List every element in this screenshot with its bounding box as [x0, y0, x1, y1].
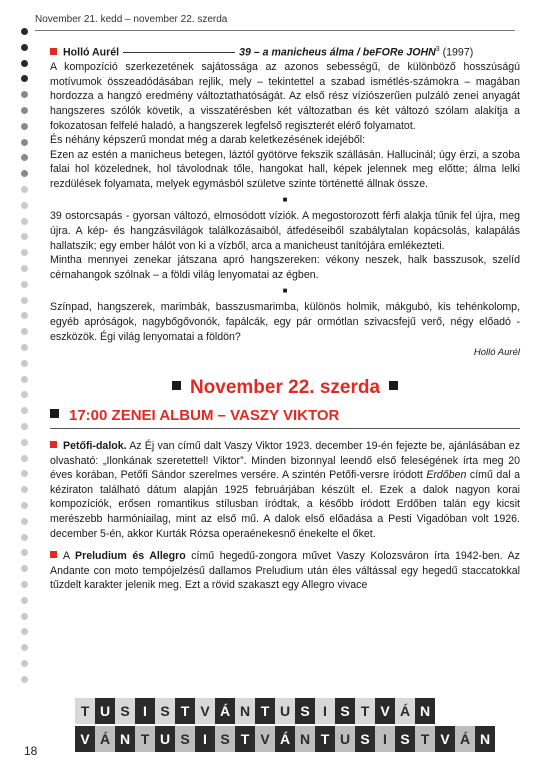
- decorative-dot: [21, 123, 28, 130]
- decorative-dot: [21, 644, 28, 651]
- decorative-dot: [21, 470, 28, 477]
- footer-letter-cell: Á: [395, 698, 415, 724]
- paragraph: És néhány képszerű mondat még a darab keletkezésének idejéből:: [50, 134, 366, 147]
- footer-letter-cell: S: [115, 698, 135, 724]
- text-run: című hegedű-zongora művet Vaszy Kolozsváron írta 1942-ben. Az Andante con moto tempójelzésű dallamos Preludium után éles váltással egy hegedű staccatokkal tűzdelt karakter jelenik meg. Ezt a rövid szakaszt egy Allegro vivace: [50, 550, 520, 592]
- decorative-dot: [21, 44, 28, 51]
- bullet-square-icon: [50, 441, 57, 448]
- footer-letter-cell: Á: [455, 726, 475, 752]
- decorative-dot: [21, 91, 28, 98]
- decorative-dot: [21, 376, 28, 383]
- paragraph: [50, 549, 520, 593]
- decorative-dot: [21, 139, 28, 146]
- black-square-icon: [50, 409, 59, 418]
- footer-letter-cell: S: [335, 698, 355, 724]
- decorative-dot: [21, 502, 28, 509]
- footer-row-2: [75, 726, 515, 752]
- paragraph: 39 ostorcsapás - gyorsan változó, elmosódott víziók. A megostorozott férfi alakja tűnik fel újra, meg újra. A kép- és hangzásvilágok találkozásaiból, átfedéseiből szabálytalan kopácsolás, kalapálás hallatszik; egy ember hálót von ki a vízből, arca a manicheust tanítójára emlékezteti.: [50, 210, 520, 252]
- paragraph: Ezen az estén a manicheus betegen, láztól gyötörve fekszik szállásán. Hallucinál; úgy érzi, a szoba falai hol közelednek, hol távolodnak tőle, hangokat hall, képek jelennek meg előtte; álma lelki rezdülések folyamata, melyek egymásból születve szinte történetté állnak össze.: [50, 148, 520, 190]
- work-year: (1997): [442, 46, 474, 59]
- running-header: November 21. kedd – november 22. szerda: [35, 14, 228, 25]
- decorative-dot-column: [20, 28, 30, 688]
- decorative-dot: [21, 265, 28, 272]
- footer-letter-cell: I: [375, 726, 395, 752]
- separator-square: ■: [282, 286, 288, 296]
- paragraph: Mintha mennyei zenekar játszana apró hangszereken: vékony neszek, halk basszusok, szelíd cérnahangok szólnak – a földi világ lenyomatai az égben.: [50, 254, 520, 281]
- text-run: Az Éj van című dalt Vaszy Viktor 1923. december 19-én fejezte be, ajánlásában ez olvasható: „Ilonkának szeretettel! Viktor”. Minden bizonnyal leendő első feleségének írta meg 20 éves korában, Petőfi Sándor szerelmes versére. A szintén Petőfi-versre íródott: [50, 440, 520, 482]
- decorative-dot: [21, 549, 28, 556]
- footer-letter-cell: T: [415, 726, 435, 752]
- decorative-dot: [21, 170, 28, 177]
- decorative-dot: [21, 660, 28, 667]
- decorative-dot: [21, 676, 28, 683]
- header-rule: [35, 30, 515, 31]
- separator-square: ■: [282, 195, 288, 205]
- footer-letter-cell: S: [175, 726, 195, 752]
- decorative-dot: [21, 202, 28, 209]
- decorative-dot: [21, 107, 28, 114]
- paragraph: [50, 439, 520, 541]
- footer-letter-cell: S: [355, 726, 375, 752]
- day-heading: [50, 376, 520, 398]
- decorative-dot: [21, 613, 28, 620]
- footer-letter-cell: N: [235, 698, 255, 724]
- decorative-dot: [21, 391, 28, 398]
- decorative-dot: [21, 565, 28, 572]
- footer-letter-cell: Á: [275, 726, 295, 752]
- footer-letter-cell: N: [475, 726, 495, 752]
- decorative-dot: [21, 28, 28, 35]
- footer-letter-cell: N: [115, 726, 135, 752]
- heading-rule: [123, 52, 235, 53]
- decorative-dot: [21, 360, 28, 367]
- decorative-dot: [21, 328, 28, 335]
- footer-letter-cell: T: [235, 726, 255, 752]
- decorative-dot: [21, 455, 28, 462]
- footer-letter-cell: T: [315, 726, 335, 752]
- decorative-dot: [21, 518, 28, 525]
- bold-title: Preludium és Allegro: [75, 550, 186, 563]
- decorative-dot: [21, 407, 28, 414]
- footer-letter-cell: V: [195, 698, 215, 724]
- day-heading-text: November 22. szerda: [189, 376, 381, 398]
- decorative-dot: [21, 628, 28, 635]
- footer-letter-cell: V: [435, 726, 455, 752]
- decorative-dot: [21, 186, 28, 193]
- text-run: című dal a kéziraton található dátum alapján 1925 februárjában készült el. Ezek a dalok nagyon korai kompozíciók, erősen romantikus stílusban íródtak, a később íródott Erdőben talán egy kicsit merészebb harmóniailag, mint az első mű. A dalok első előadása a Pesti Vigadóban volt 1926. december 5-én, akkor Kurták Rózsa operaénekesnő énekelte el őket.: [50, 469, 520, 540]
- footer-letter-cell: S: [295, 698, 315, 724]
- work-title-superscript: 3: [435, 46, 440, 53]
- decorative-dot: [21, 218, 28, 225]
- footer-letter-cell: U: [335, 726, 355, 752]
- footer-letter-cell: N: [415, 698, 435, 724]
- decorative-dot: [21, 344, 28, 351]
- footer-checker-band: [75, 694, 515, 758]
- footer-letter-cell: V: [75, 726, 95, 752]
- work-heading: [50, 43, 520, 60]
- decorative-dot: [21, 486, 28, 493]
- decorative-dot: [21, 154, 28, 161]
- lead-term: Petőfi-dalok.: [63, 440, 127, 452]
- footer-letter-cell: N: [295, 726, 315, 752]
- footer-letter-cell: T: [135, 726, 155, 752]
- italic-title: Erdőben: [426, 469, 467, 482]
- footer-letter-cell: I: [315, 698, 335, 724]
- footer-letter-cell: T: [355, 698, 375, 724]
- composer-name: Holló Aurél: [63, 46, 120, 59]
- footer-letter-cell: T: [175, 698, 195, 724]
- bullet-square-icon: [50, 48, 57, 55]
- footer-row-1: [75, 698, 515, 724]
- black-square-icon: [172, 381, 181, 390]
- footer-letter-cell: U: [155, 726, 175, 752]
- decorative-dot: [21, 439, 28, 446]
- paragraph: Színpad, hangszerek, marimbák, basszusmarimba, különös holmik, mákgubó, kis tehénkolomp, egyéb apróságok, nagybőgővonók, fapálcák, egy pár ormótlan szivacsfejű verő, négy előadó - eszközök. Égi világ lenyomatai a földön?: [50, 301, 520, 343]
- footer-letter-cell: S: [395, 726, 415, 752]
- decorative-dot: [21, 60, 28, 67]
- footer-letter-cell: Á: [95, 726, 115, 752]
- footer-letter-cell: I: [135, 698, 155, 724]
- footer-letter-cell: I: [195, 726, 215, 752]
- footer-letter-cell: S: [215, 726, 235, 752]
- main-content: [50, 43, 520, 593]
- footer-letter-cell: T: [75, 698, 95, 724]
- footer-letter-cell: V: [375, 698, 395, 724]
- decorative-dot: [21, 534, 28, 541]
- signature: Holló Aurél: [473, 347, 520, 359]
- page-number: 18: [24, 744, 38, 758]
- footer-letter-cell: U: [275, 698, 295, 724]
- decorative-dot: [21, 233, 28, 240]
- footer-letter-cell: V: [255, 726, 275, 752]
- event-rule: [50, 428, 520, 429]
- text-run: A: [63, 550, 75, 563]
- work-title: 39 – a manicheus álma / beFORe JOHN: [239, 46, 436, 59]
- footer-letter-cell: Á: [215, 698, 235, 724]
- decorative-dot: [21, 249, 28, 256]
- decorative-dot: [21, 597, 28, 604]
- footer-letter-cell: U: [95, 698, 115, 724]
- decorative-dot: [21, 581, 28, 588]
- paragraph: A kompozíció szerkezetének sajátossága az azonos sebességű, de különböző hosszúságú motívumok összeadódásában rejlik, mely – tekintettel a szabad ismétlés-számokra – magában hordozza a hangzó eredmény változtathatóságát. Az első rész víziószerűen pulzáló zenei anyagát hangszeres szólók követik, a visszatérésben két változatban és két változó szólam alakítja a fokozatosan felfelé haladó, a hangszerek legfelső regiszterét elérő folyamatot.: [50, 61, 520, 132]
- event-title: 17:00 ZENEI ALBUM – VASZY VIKTOR: [69, 407, 340, 425]
- decorative-dot: [21, 281, 28, 288]
- footer-letter-cell: S: [155, 698, 175, 724]
- event-heading: [50, 409, 520, 424]
- black-square-icon: [389, 381, 398, 390]
- decorative-dot: [21, 297, 28, 304]
- decorative-dot: [21, 312, 28, 319]
- footer-letter-cell: T: [255, 698, 275, 724]
- decorative-dot: [21, 75, 28, 82]
- bullet-square-icon: [50, 551, 57, 558]
- decorative-dot: [21, 423, 28, 430]
